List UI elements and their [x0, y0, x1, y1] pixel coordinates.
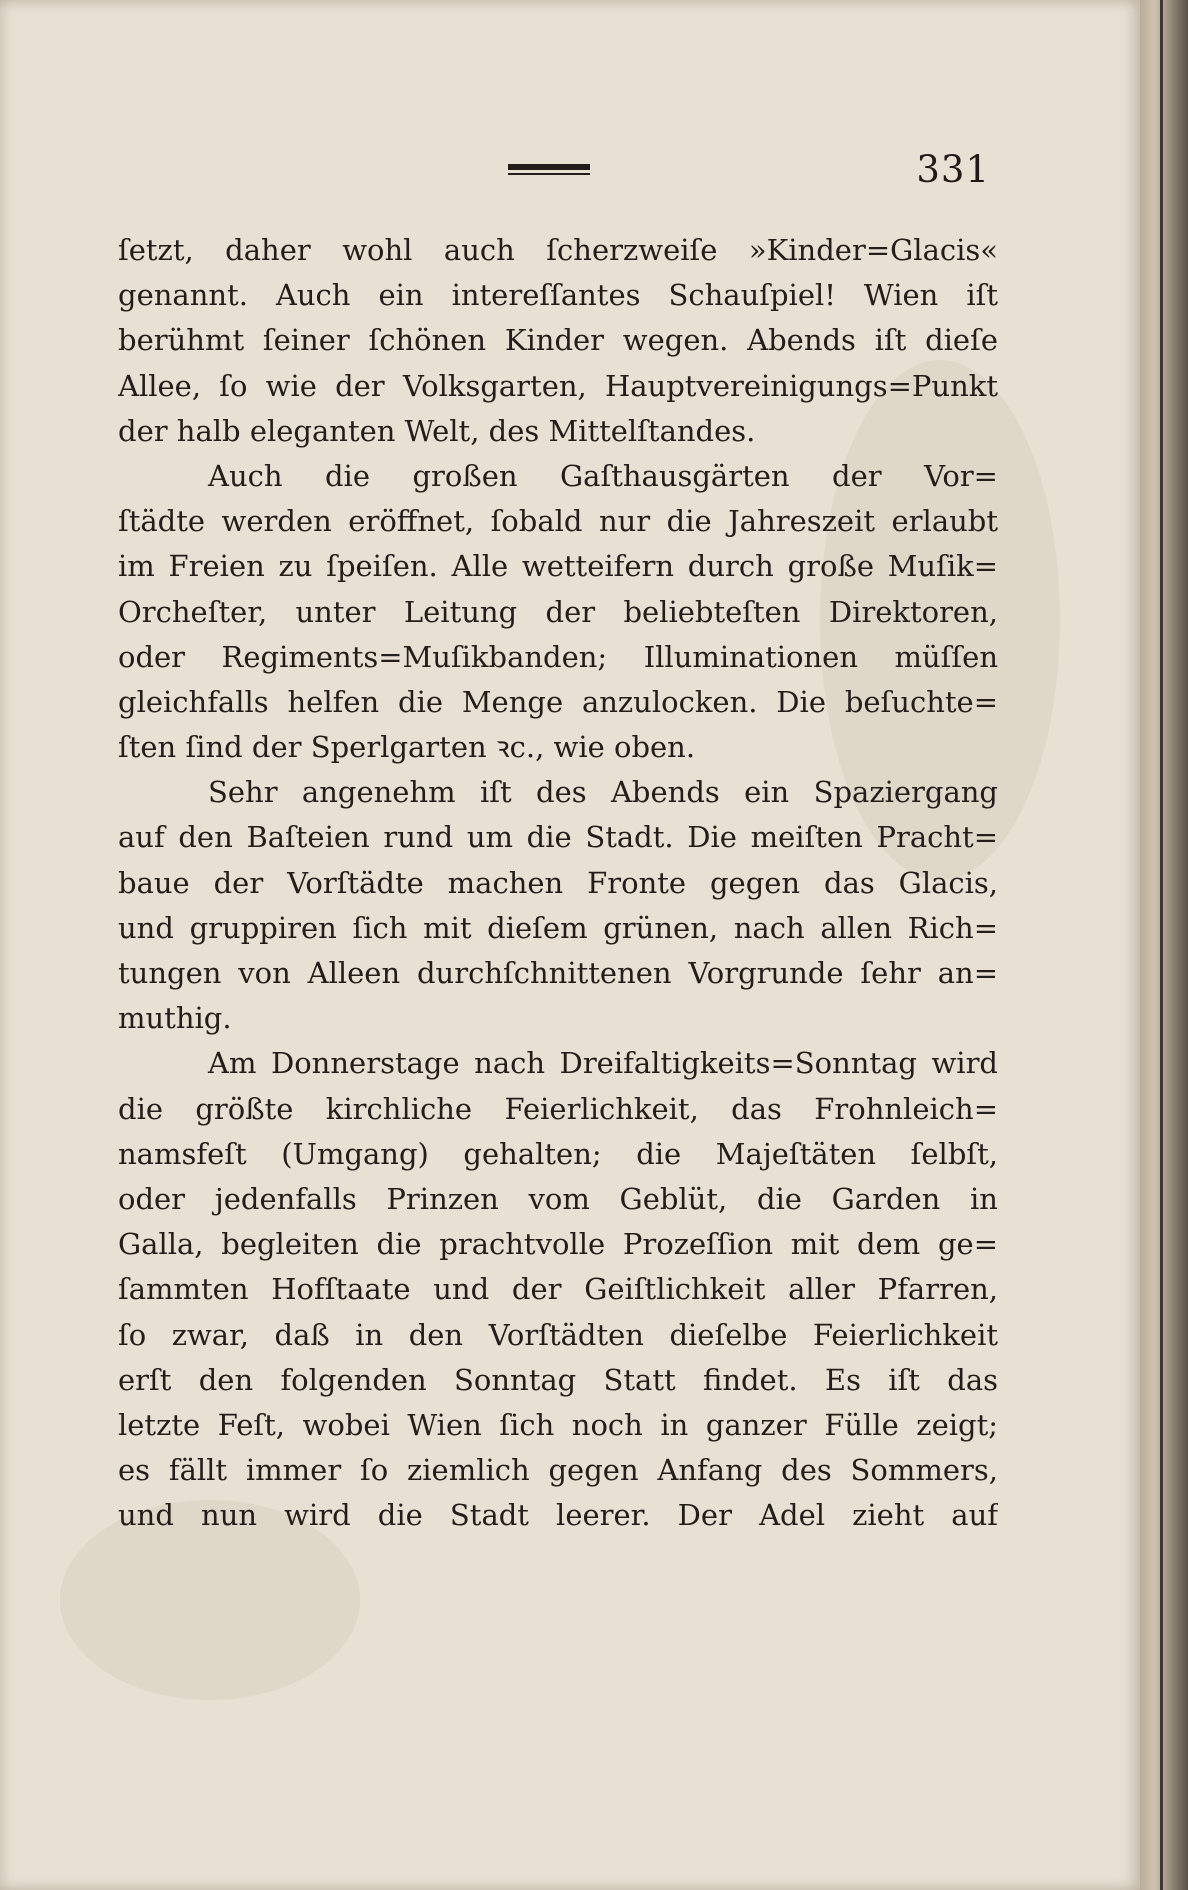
text-line: Am Donnerstage nach Dreifaltigkeits=Sonntag wird	[208, 1046, 998, 1081]
text-line: es fällt immer ſo ziemlich gegen Anfang des Sommers,	[118, 1453, 998, 1488]
text-line: oder jedenfalls Prinzen vom Geblüt, die Garden in	[118, 1181, 998, 1216]
body-text	[118, 228, 998, 1538]
text-line: gleichfalls helfen die Menge anzulocken. Die beſuchte=	[118, 684, 998, 719]
text-line: Galla, begleiten die prachtvolle Prozeſſion mit dem ge=	[118, 1227, 998, 1262]
text-line: der halb eleganten Welt, des Mittelſtandes.	[118, 413, 756, 448]
text-line: und nun wird die Stadt leerer. Der Adel zieht auf	[118, 1498, 998, 1533]
text-line: letzte Feſt, wobei Wien ſich noch in ganzer Fülle zeigt;	[118, 1407, 998, 1442]
header-rule-thick	[508, 164, 590, 170]
text-line: baue der Vorſtädte machen Fronte gegen das Glacis,	[118, 865, 998, 900]
text-line: erſt den folgenden Sonntag Statt findet. Es iſt das	[118, 1362, 998, 1397]
text-line: ſten ſind der Sperlgarten ꝛc., wie oben.	[118, 730, 696, 765]
text-line: Allee, ſo wie der Volksgarten, Hauptvereinigungs=Punkt	[118, 368, 998, 403]
text-line: muthig.	[118, 1001, 232, 1036]
text-line: im Freien zu ſpeiſen. Alle wetteifern durch große Muſik=	[118, 549, 998, 584]
text-line: berühmt ſeiner ſchönen Kinder wegen. Abends iſt dieſe	[118, 323, 998, 358]
text-line: ſo zwar, daß in den Vorſtädten dieſelbe Feierlichkeit	[118, 1317, 998, 1352]
text-line: ſammten Hofſtaate und der Geiſtlichkeit aller Pfarren,	[118, 1272, 998, 1307]
header-rule-thin	[508, 173, 590, 175]
text-line: auf den Baſteien rund um die Stadt. Die meiſten Pracht=	[118, 820, 998, 855]
text-line: namsfeſt (Umgang) gehalten; die Majeſtäten ſelbſt,	[118, 1136, 998, 1171]
page-number: 331	[916, 148, 990, 191]
text-line: tungen von Alleen durchſchnittenen Vorgrunde ſehr an=	[118, 956, 998, 990]
text-line: ſtädte werden eröffnet, ſobald nur die Jahreszeit erlaubt	[118, 504, 998, 539]
spine-edge	[1160, 0, 1163, 1890]
text-line: Sehr angenehm iſt des Abends ein Spaziergang	[208, 775, 998, 810]
text-line: oder Regiments=Muſikbanden; Illuminationen müſſen	[118, 639, 998, 674]
text-line: genannt. Auch ein intereſſantes Schauſpiel! Wien iſt	[118, 278, 998, 313]
book-spine	[1140, 0, 1188, 1890]
text-line: ſetzt, daher wohl auch ſcherzweiſe »Kinder=Glacis«	[118, 233, 998, 267]
text-line: Orcheſter, unter Leitung der beliebteſten Direktoren,	[118, 594, 998, 629]
text-line: Auch die großen Gaſthausgärten der Vor=	[208, 458, 998, 493]
header-rule	[508, 164, 590, 176]
text-line: die größte kirchliche Feierlichkeit, das Frohnleich=	[118, 1091, 998, 1126]
text-line: und gruppiren ſich mit dieſem grünen, nach allen Rich=	[118, 910, 998, 945]
